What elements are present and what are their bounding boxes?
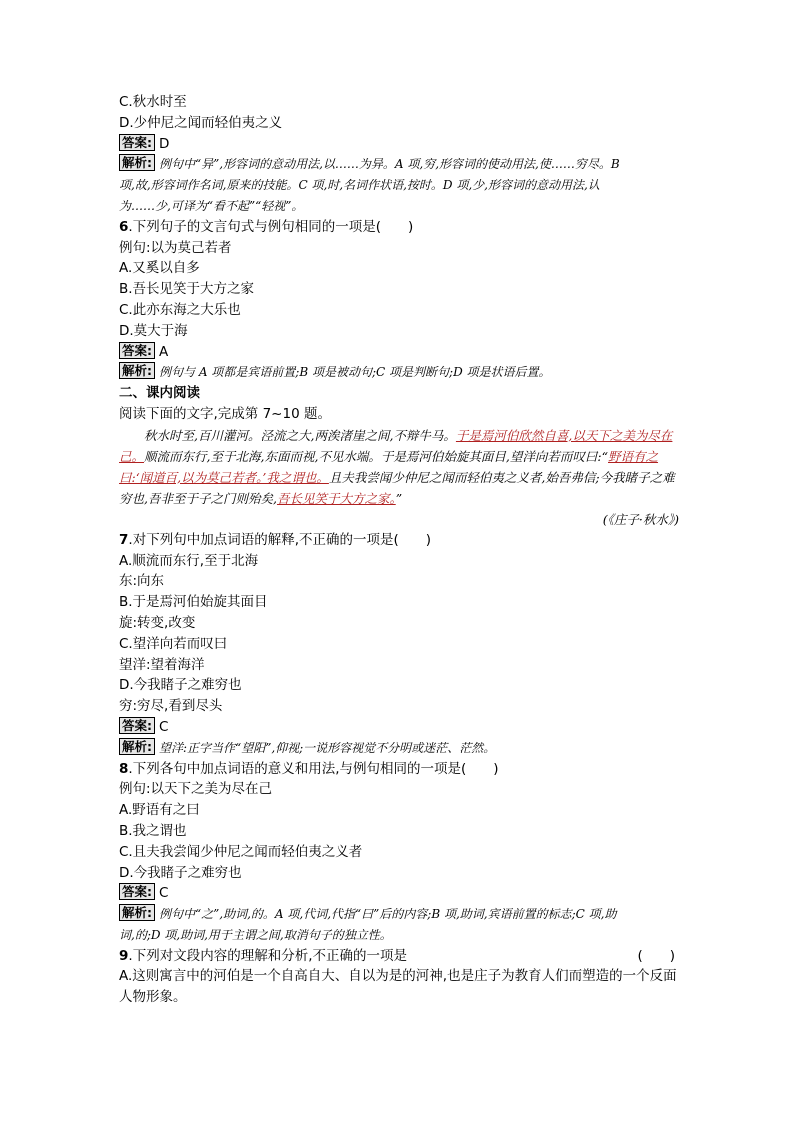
q5-explanation-line3: 为……少,可译为“看不起”“轻视”。	[119, 198, 304, 213]
q7-gloss-a: 东:向东	[119, 573, 165, 590]
q8-answer	[119, 883, 679, 904]
q6-option-d: D.莫大于海	[119, 322, 188, 339]
q5-explanation: 解析: 例句中“异”,形容词的意动用法,以……为异。A 项,穷,形容词的使动用法,使……穷尽。B	[119, 154, 679, 175]
explanation-label: 解析:	[119, 904, 155, 921]
q7-gloss-d: 穷:穷尽,看到尽头	[119, 698, 223, 715]
q6-explanation: 解析: 例句与 A 项都是宾语前置;B 项是被动句;C 项是判断句;D 项是状语后置。	[119, 362, 679, 383]
q7-explanation: 解析: 望洋:正字当作“望阳”,仰视;一说形容视觉不分明或迷茫、茫然。	[119, 738, 679, 759]
q8-option-a: A.野语有之曰	[119, 802, 200, 819]
explanation-label: 解析:	[119, 362, 155, 379]
q7-option-a: A.顺流而东行,至于北海	[119, 552, 259, 569]
q9-option-a: A.这则寓言中的河伯是一个自高自大、自以为是的河神,也是庄子为教育人们而塑造的一个反面人物形象。	[119, 968, 677, 1006]
answer-bracket: ( )	[637, 947, 675, 964]
q8-explanation: 解析: 例句中“之”,助词,的。A 项,代词,代指“曰”后的内容;B 项,助词,宾语前置的标志;C 项,助	[119, 904, 679, 925]
answer-label: 答案:	[119, 883, 155, 900]
answer-label: 答案:	[119, 717, 155, 734]
q7-option-d: D.今我睹子之难穷也	[119, 677, 242, 694]
q7-gloss-b: 旋:转变,改变	[119, 614, 196, 631]
q7-stem: 7.对下列句中加点词语的解释,不正确的一项是( )	[119, 531, 432, 548]
q9-stem: 9.下列对文段内容的理解和分析,不正确的一项是 ( )	[119, 946, 679, 967]
highlighted-sentence-2: 野语有之曰:‘闻道百,以为莫己若者。’我之谓也。	[119, 448, 659, 485]
q6-option-a: A.又奚以自多	[119, 260, 200, 277]
q8-option-d: D.今我睹子之难穷也	[119, 864, 242, 881]
q5-option-d: D.少仲尼之闻而轻伯夷之义	[119, 114, 283, 131]
answer-label: 答案:	[119, 342, 155, 359]
answer-value: A	[159, 343, 169, 360]
q6-option-c: C.此亦东海之大乐也	[119, 301, 241, 318]
q7-answer	[119, 717, 679, 738]
q6-stem: 6.下列句子的文言句式与例句相同的一项是( )	[119, 218, 414, 235]
answer-value: C	[159, 885, 169, 902]
q5-option-c: C.秋水时至	[119, 94, 187, 110]
explanation-label: 解析:	[119, 738, 155, 755]
q8-option-b: B.我之谓也	[119, 822, 187, 839]
q7-option-b: B.于是焉河伯始旋其面目	[119, 594, 268, 611]
q7-option-c: C.望洋向若而叹曰	[119, 635, 228, 652]
q8-example: 例句:以天下之美为尽在己	[119, 781, 273, 798]
document-page	[119, 92, 679, 1008]
reading-intro: 阅读下面的文字,完成第 7~10 题。	[119, 405, 331, 422]
explanation-label: 解析:	[119, 154, 155, 171]
answer-value: C	[159, 718, 169, 735]
q6-answer	[119, 342, 679, 363]
q8-explanation-line2: 词,的;D 项,助词,用于主谓之间,取消句子的独立性。	[119, 927, 392, 942]
q5-answer	[119, 134, 679, 155]
highlighted-sentence-3: 吾长见笑于大方之家。	[276, 490, 396, 506]
q6-example: 例句:以为莫己若者	[119, 239, 232, 256]
q5-explanation-line2: 项,故,形容词作名词,原来的技能。C 项,时,名词作状语,按时。D 项,少,形容词的意动用法,认	[119, 178, 600, 193]
answer-value: D	[159, 135, 170, 152]
highlighted-sentence-1: 于是焉河伯欣然自喜,以天下之美为尽在己。	[119, 427, 673, 464]
q8-option-c: C.且夫我尝闻少仲尼之闻而轻伯夷之义者	[119, 843, 363, 860]
q6-option-b: B.吾长见笑于大方之家	[119, 281, 255, 298]
q8-stem: 8.下列各句中加点词语的意义和用法,与例句相同的一项是( )	[119, 760, 499, 777]
reading-passage: 秋水时至,百川灌河。泾流之大,两涘渚崖之间,不辩牛马。于是焉河伯欣然自喜,以天下之美为尽在己。顺流而东行,至于北海,东面而视,不见水端。于是焉河伯始旋其面目,望洋向若而叹曰:“野语有之曰:‘闻道百,以为莫己若者。’我之谓也。且夫我尝闻少仲尼之闻而轻伯夷之义者,始吾弗信;今我睹子之难穷也,吾非至于子之门则殆矣,吾长见笑于大方之家。”	[119, 427, 675, 506]
section-title: 二、课内阅读	[119, 385, 200, 402]
passage-source: (《庄子·秋水》)	[602, 511, 679, 527]
answer-label: 答案:	[119, 134, 155, 151]
q7-gloss-c: 望洋:望着海洋	[119, 656, 205, 673]
